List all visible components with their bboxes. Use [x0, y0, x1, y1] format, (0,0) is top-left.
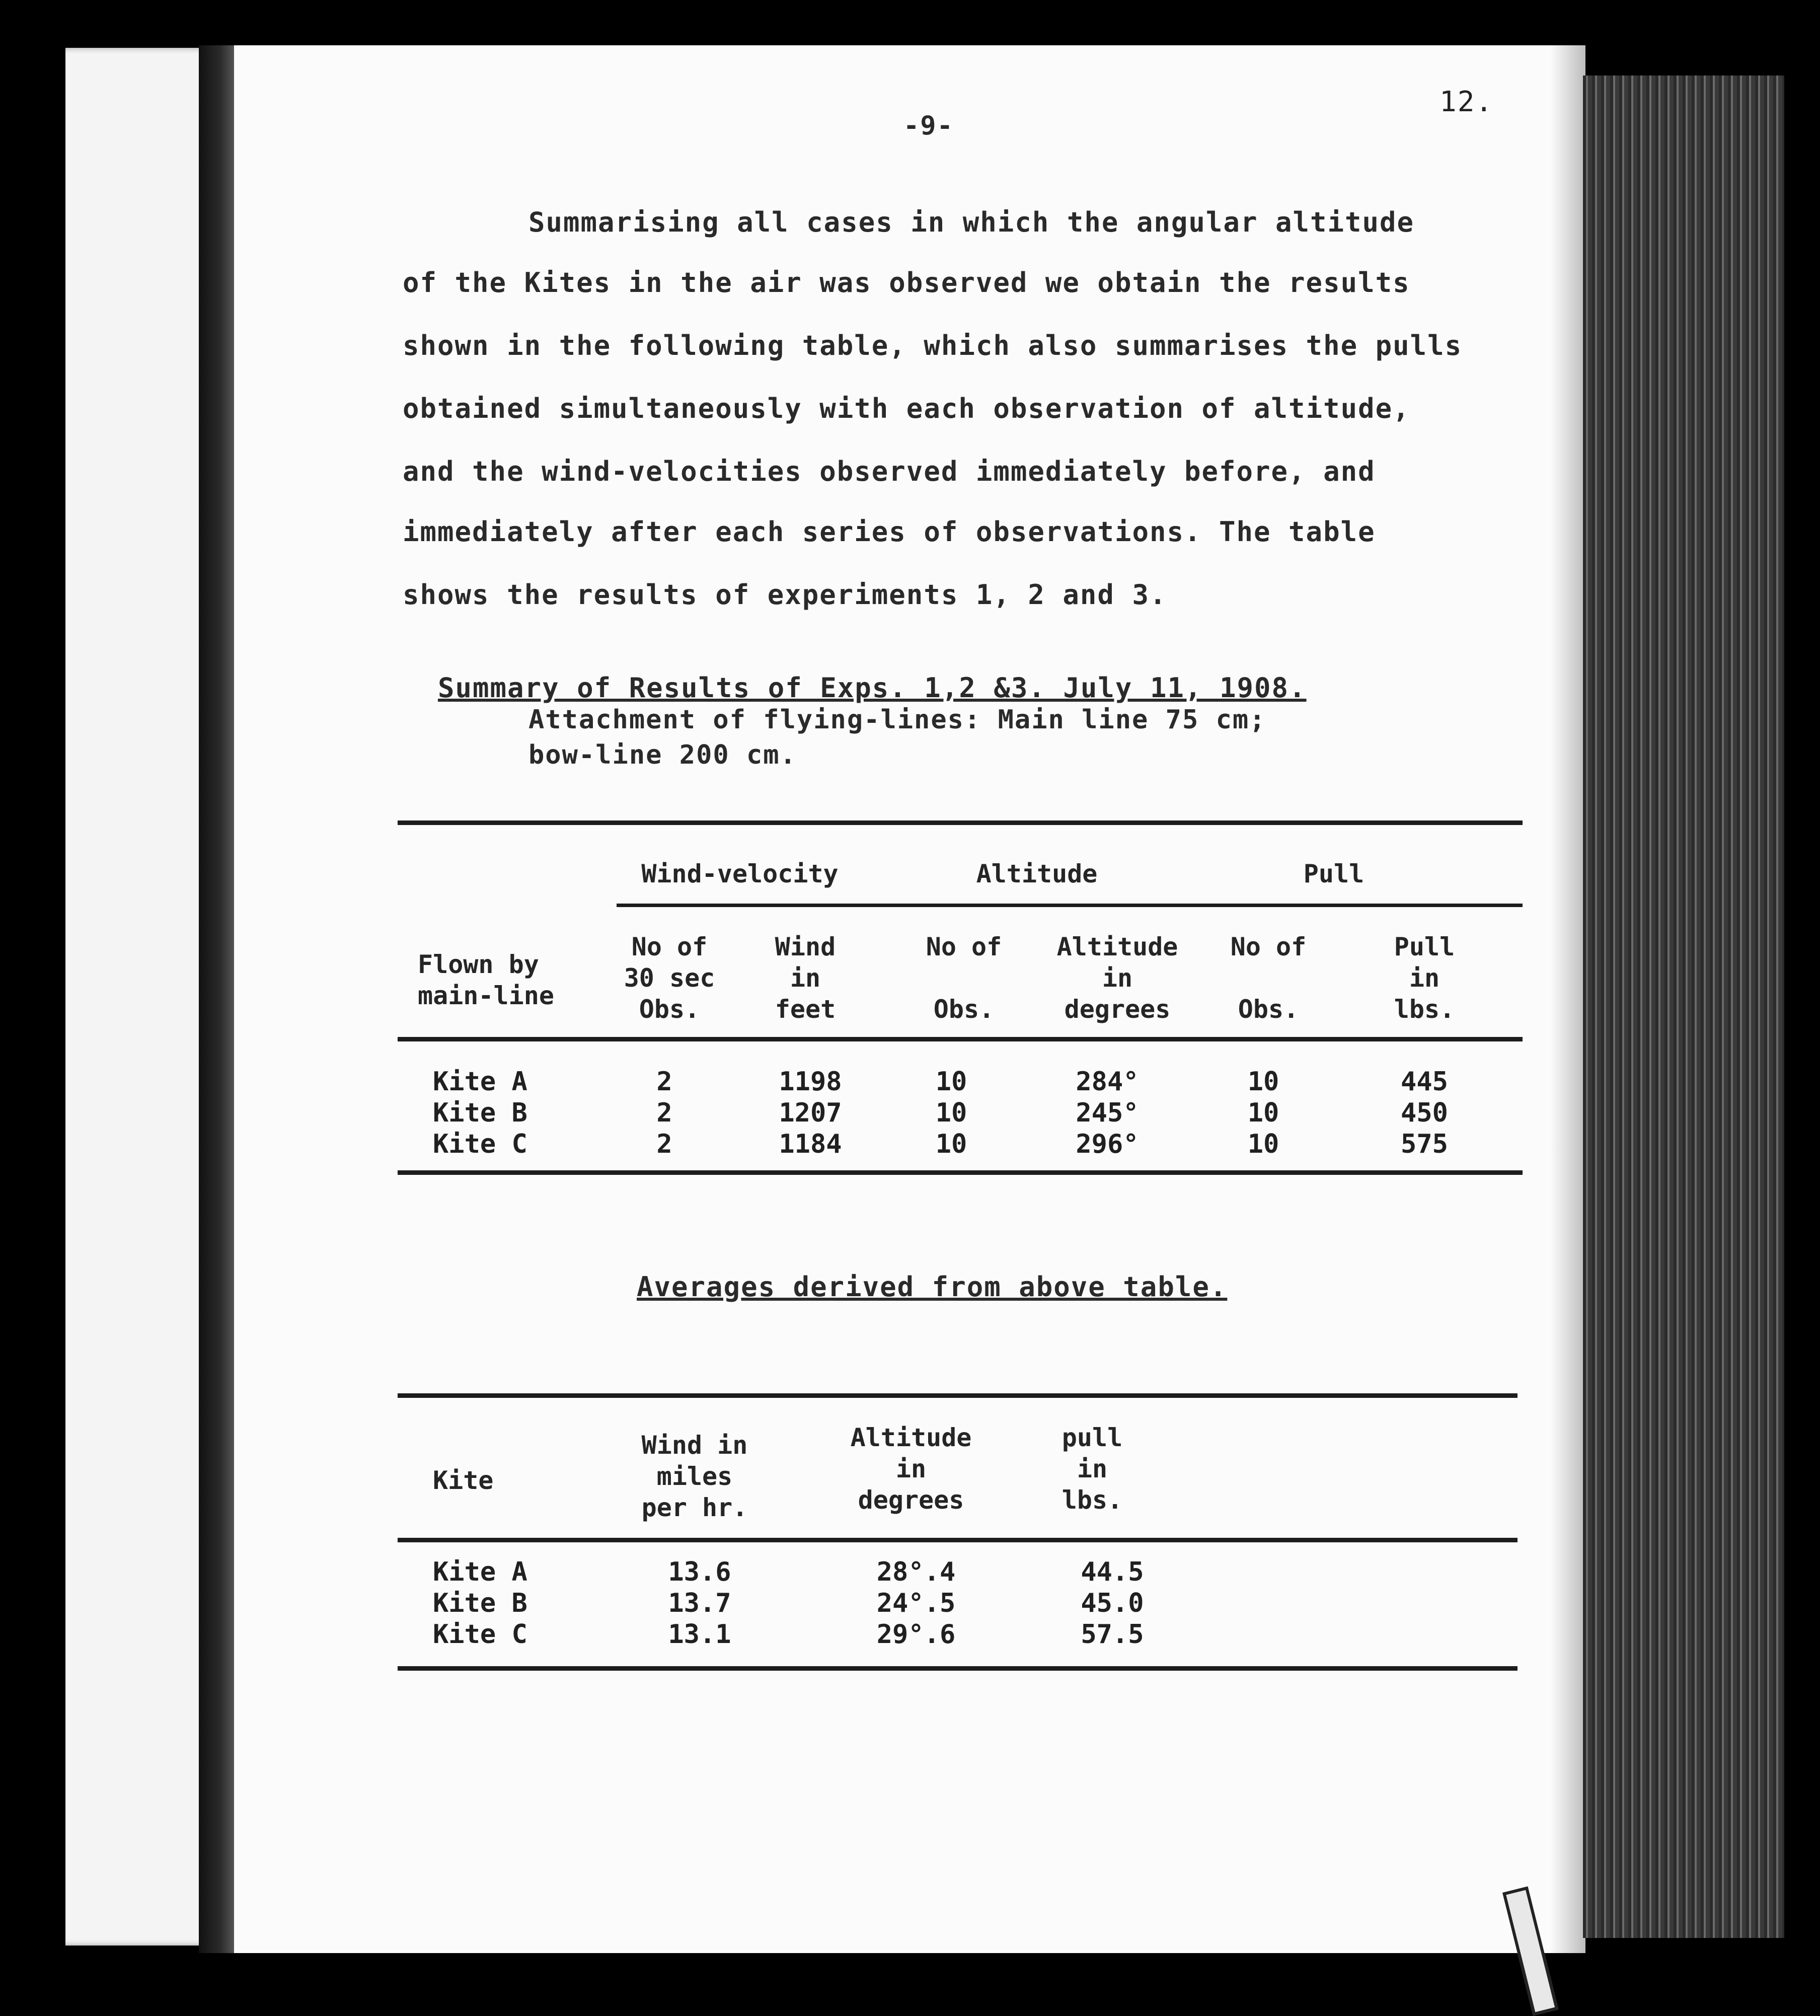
table-cell-kite: Kite B [433, 1098, 527, 1128]
table-cell-kite: Kite A [433, 1067, 527, 1097]
table-cell: 10 [935, 1067, 967, 1097]
table-cell-kite: Kite C [433, 1129, 527, 1159]
column-header: No of Obs. [926, 932, 1002, 1024]
attachment-note: bow-line 200 cm. [528, 740, 797, 770]
table-cell: 284° [1076, 1067, 1139, 1097]
table-cell: 2 [656, 1067, 672, 1097]
table-cell: 1198 [779, 1067, 842, 1097]
page-edge-shadow [1550, 45, 1585, 1953]
column-header: No of Obs. [1230, 932, 1307, 1024]
attachment-note: Attachment of flying-lines: Main line 75 cm; [528, 705, 1266, 735]
page-marker: -9- [903, 111, 954, 141]
table-cell: 13.6 [668, 1557, 731, 1587]
table-rule [617, 904, 1523, 907]
table-cell: 44.5 [1081, 1557, 1144, 1587]
table-cell: 10 [935, 1129, 967, 1159]
book-spine [199, 45, 234, 1953]
paragraph-line: obtained simultaneously with each observation of altitude, [403, 393, 1410, 424]
group-header-pull: Pull [1303, 859, 1364, 888]
table-cell: 10 [1247, 1098, 1279, 1128]
table-cell: 450 [1401, 1098, 1448, 1128]
table-cell: 13.1 [668, 1619, 731, 1650]
table-cell: 10 [1247, 1067, 1279, 1097]
left-page-edge [65, 48, 214, 1946]
table-cell: 29°.6 [876, 1619, 956, 1650]
table-cell: 245° [1076, 1098, 1139, 1128]
summary-table-title: Summary of Results of Exps. 1,2 &3. July 11, 1908. [438, 672, 1307, 704]
table-rule [398, 1666, 1518, 1671]
table-rule [398, 820, 1523, 825]
table-cell: 2 [656, 1129, 672, 1159]
table-rule [398, 1170, 1523, 1175]
table-rule [398, 1538, 1518, 1542]
table-cell: 445 [1401, 1067, 1448, 1097]
row-header: Flown by main-line [418, 950, 554, 1010]
column-header: Altitude in degrees [850, 1423, 972, 1515]
table-cell-kite: Kite B [433, 1588, 527, 1618]
group-header-altitude: Altitude [976, 859, 1098, 888]
paragraph-line: and the wind-velocities observed immediately before, and [403, 456, 1376, 487]
column-header: No of 30 sec Obs. [624, 932, 715, 1024]
paragraph-line: immediately after each series of observations. The table [403, 516, 1376, 548]
paragraph-line: shows the results of experiments 1, 2 and 3. [403, 579, 1167, 611]
averages-table-title: Averages derived from above table. [637, 1271, 1228, 1303]
table-cell: 13.7 [668, 1588, 731, 1618]
paragraph-line: Summarising all cases in which the angular altitude [528, 206, 1415, 238]
table-cell: 2 [656, 1098, 672, 1128]
table-cell: 10 [935, 1098, 967, 1128]
column-header: Wind in miles per hr. [641, 1431, 748, 1522]
table-cell: 57.5 [1081, 1619, 1144, 1650]
table-rule [398, 1037, 1523, 1041]
table-cell: 45.0 [1081, 1588, 1144, 1618]
group-header-wind: Wind-velocity [641, 859, 839, 888]
column-header: Wind in feet [775, 932, 836, 1024]
table-cell: 10 [1247, 1129, 1279, 1159]
table-cell: 1184 [779, 1129, 842, 1159]
table-rule [398, 1393, 1518, 1398]
column-header: Kite [433, 1466, 494, 1495]
column-header: Altitude in degrees [1056, 932, 1178, 1024]
column-header: pull in lbs. [1061, 1423, 1123, 1515]
table-cell: 24°.5 [876, 1588, 956, 1618]
paragraph-line: of the Kites in the air was observed we obtain the results [403, 267, 1410, 298]
paragraph-line: shown in the following table, which also summarises the pulls [403, 330, 1463, 361]
stacked-pages [1583, 76, 1784, 1938]
page-number: 12. [1439, 86, 1494, 118]
table-cell: 296° [1076, 1129, 1139, 1159]
table-cell-kite: Kite A [433, 1557, 527, 1587]
table-cell: 28°.4 [876, 1557, 956, 1587]
table-cell: 1207 [779, 1098, 842, 1128]
column-header: Pull in lbs. [1394, 932, 1455, 1024]
table-cell: 575 [1401, 1129, 1448, 1159]
table-cell-kite: Kite C [433, 1619, 527, 1650]
